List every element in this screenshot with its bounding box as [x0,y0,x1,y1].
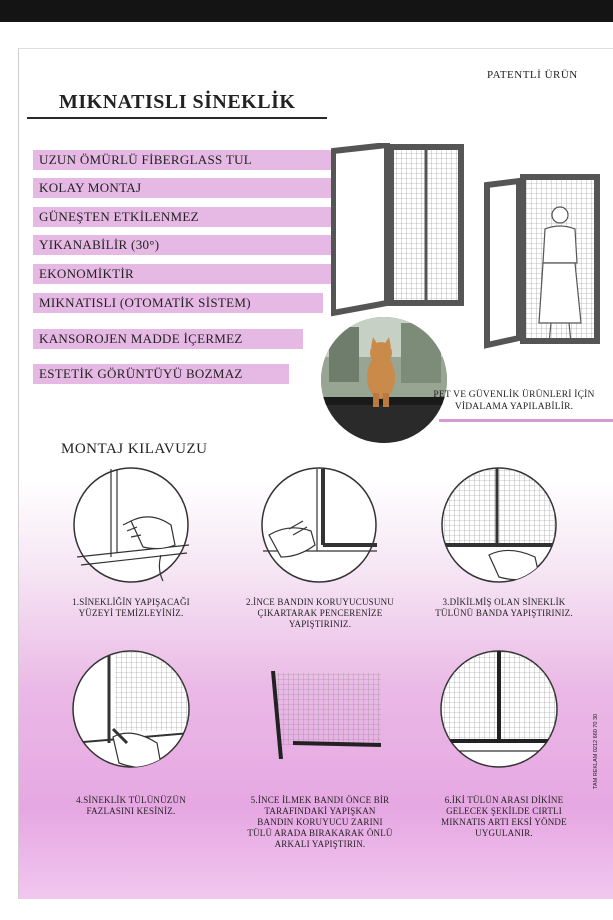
step-2-caption-line2: ÇIKARTARAK PENCERENİZE [257,608,383,618]
step-1-caption-line1: 1.SİNEKLİĞİN YAPIŞACAĞI [72,597,190,607]
pet-note-line2: VİDALAMA YAPILABİLİR. [454,402,574,412]
step-4-illustration [71,647,191,771]
step-6-caption-line1: 6.İKİ TÜLÜN ARASI DİKİNE [444,795,564,805]
step-6-caption-line2: GELECEK ŞEKİLDE CIRTLI [446,806,562,816]
feature-magnetic: MIKNATISLI (OTOMATİK SİSTEM) [33,293,323,313]
step-5-caption-line3: BANDIN KORUYUCU ZARINI [257,817,383,827]
feature-fiberglass: UZUN ÖMÜRLÜ FİBERGLASS TUL [33,150,335,170]
step-5-caption-line1: 5.İNCE İLMEK BANDI ÖNCE BİR [250,795,390,805]
step-2-caption-line3: YAPIŞTIRINIZ. [288,619,352,629]
feature-non-carcinogenic: KANSOROJEN MADDE İÇERMEZ [33,329,303,349]
step-3-caption-line2: TÜLÜNÜ BANDA YAPIŞTIRINIZ. [435,608,573,618]
feature-washable: YIKANABİLİR (30°) [33,235,335,255]
step-5-caption [235,795,405,850]
step-5-illustration [263,669,383,759]
step-5-caption-line2: TARAFINDAKİ YAPIŞKAN [264,806,376,816]
step-3-illustration [439,465,559,585]
step-2-caption-line1: 2.İNCE BANDIN KORUYUCUSUNU [246,597,394,607]
pet-note [419,389,609,413]
step-6-illustration [439,647,559,771]
brochure-page [18,48,613,899]
step-4-caption-line2: FAZLASINI KESİNİZ. [86,806,176,816]
step-5-caption-line4: TÜLÜ ARADA BIRAKARAK ÖNLÜ [247,828,393,838]
title-underline [27,117,327,119]
step-4-caption-line1: 4.SİNEKLİK TÜLÜNÜZÜN [76,795,186,805]
advertiser-phone: TAM REKLAM 0212 660 70 30 [593,713,599,789]
top-bar [0,0,613,22]
step-1-illustration [71,465,191,585]
installation-guide-title: MONTAJ KILAVUZU [61,441,208,457]
cat-photo [321,317,447,443]
step-3-caption [419,597,589,619]
page-title: MIKNATISLI SİNEKLİK [59,91,296,113]
pet-note-line1: PET VE GÜVENLİK ÜRÜNLERİ İÇİN [433,390,595,400]
patent-label: PATENTLİ ÜRÜN [487,69,578,81]
pet-note-underline [439,419,613,422]
step-3-caption-line1: 3.DİKİLMİŞ OLAN SİNEKLİK [442,597,566,607]
step-1-caption [51,597,211,619]
step-5-caption-line5: ARKALI YAPIŞTIRIN. [274,839,366,849]
step-2-illustration [259,465,379,585]
feature-economic: EKONOMİKTİR [33,264,335,284]
feature-easy-install: KOLAY MONTAJ [33,178,335,198]
step-6-caption [419,795,589,839]
step-6-caption-line3: MIKNATIS ARTI EKSİ YÖNDE [441,817,567,827]
step-1-caption-line2: YÜZEYİ TEMİZLEYİNİZ. [78,608,184,618]
feature-aesthetic: ESTETİK GÖRÜNTÜYÜ BOZMAZ [33,364,289,384]
step-4-caption [51,795,211,817]
step-2-caption [235,597,405,630]
step-6-caption-line4: UYGULANIR. [475,828,533,838]
feature-sun-resistant: GÜNEŞTEN ETKİLENMEZ [33,207,335,227]
